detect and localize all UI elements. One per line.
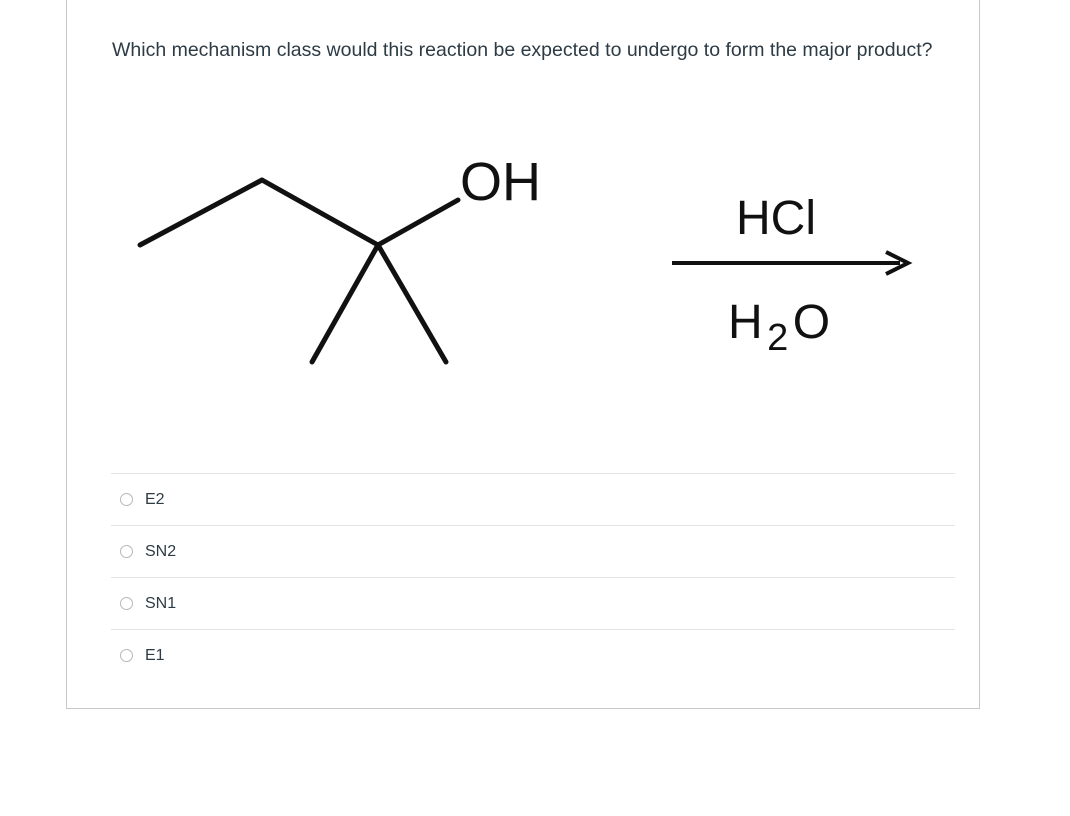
answer-option-sn1[interactable] bbox=[111, 577, 955, 629]
bond-c3-methyl-right bbox=[378, 245, 446, 362]
bond-c3-methyl-left bbox=[312, 245, 378, 362]
radio-button[interactable] bbox=[120, 545, 133, 558]
reagent-water bbox=[728, 296, 830, 359]
reagent-hcl: HCl bbox=[736, 192, 816, 245]
water-subscript: 2 bbox=[767, 317, 789, 359]
answer-label: E2 bbox=[145, 490, 165, 508]
answer-list bbox=[111, 473, 955, 681]
water-o: O bbox=[792, 296, 831, 349]
reaction-arrow bbox=[672, 252, 908, 274]
bond-c3-o bbox=[378, 200, 458, 245]
answer-label: SN2 bbox=[145, 542, 177, 560]
radio-button[interactable] bbox=[120, 597, 133, 610]
answer-option-e1[interactable] bbox=[111, 629, 955, 681]
hydroxyl-label: OH bbox=[460, 152, 541, 212]
answer-label: SN1 bbox=[145, 594, 177, 612]
water-h: H bbox=[728, 296, 763, 349]
radio-button[interactable] bbox=[120, 493, 133, 506]
bond-c2-c3 bbox=[262, 180, 378, 245]
radio-button[interactable] bbox=[120, 649, 133, 662]
answer-option-e2[interactable] bbox=[111, 473, 955, 525]
answer-label: E1 bbox=[145, 646, 165, 664]
question-text: Which mechanism class would this reaction be expected to undergo to form the major product? bbox=[112, 39, 933, 61]
bond-c1-c2 bbox=[140, 180, 262, 245]
molecule-structure bbox=[140, 180, 458, 362]
answer-option-sn2[interactable] bbox=[111, 525, 955, 577]
